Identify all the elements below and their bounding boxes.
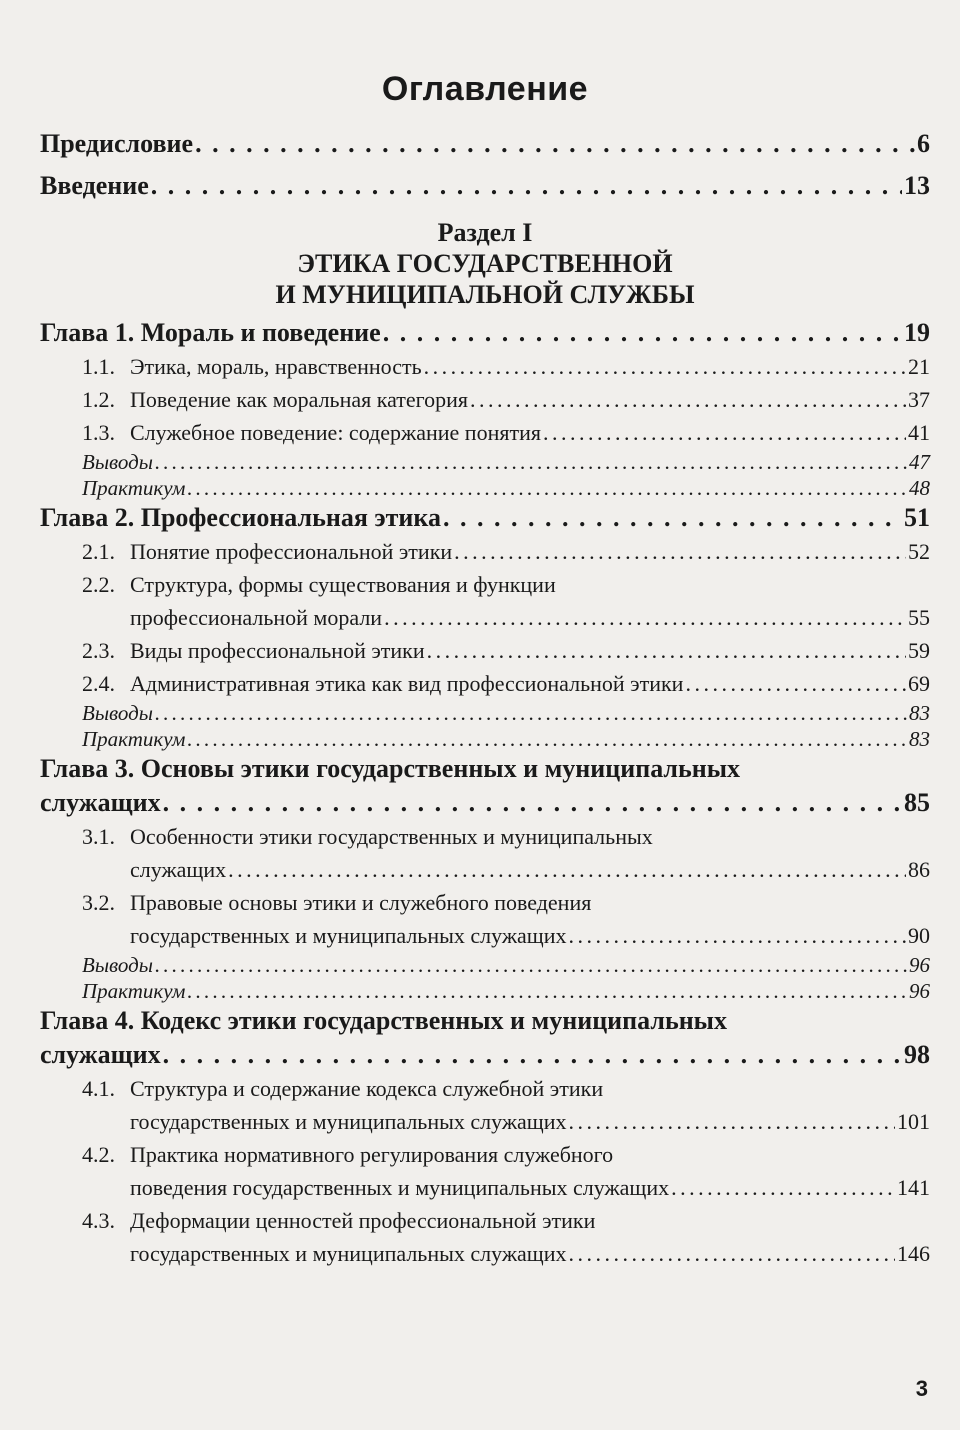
toc-entry-preface[interactable] (40, 123, 930, 165)
toc-entry-4-1-line1[interactable] (40, 1072, 930, 1105)
leader-dots (187, 475, 907, 501)
leader-dots (155, 449, 907, 475)
entry-label: государственных и муниципальных служащих (130, 923, 567, 948)
entry-page: 41 (908, 420, 930, 445)
entry-label: Этика, мораль, нравственность (130, 354, 422, 379)
toc-conclusions-1[interactable] (40, 449, 930, 475)
toc-entry-3-2-line1[interactable] (40, 886, 930, 919)
entry-number: 2.3. (82, 638, 115, 663)
chapter-page: 19 (904, 318, 930, 347)
toc-entry-2-4[interactable] (40, 667, 930, 700)
leader-dots (470, 383, 906, 416)
entry-number: 3.2. (82, 890, 115, 915)
leader-dots (427, 634, 906, 667)
leader-dots (384, 601, 906, 634)
toc-practicum-1[interactable] (40, 475, 930, 501)
leader-dots (569, 919, 906, 952)
entry-number: 4.1. (82, 1076, 115, 1101)
section-number: Раздел I (437, 218, 533, 247)
entry-label: Выводы (82, 701, 153, 725)
entry-label: Выводы (82, 450, 153, 474)
entry-number: 1.2. (82, 387, 115, 412)
entry-page: 90 (908, 923, 930, 948)
entry-label: Виды профессиональной этики (130, 638, 425, 663)
chapter-title: Глава 4. Кодекс этики государственных и муниципальных (40, 1006, 727, 1035)
toc-chapter-4-line2[interactable] (40, 1038, 930, 1072)
toc-entry-2-1[interactable] (40, 535, 930, 568)
entry-number: 2.1. (82, 539, 115, 564)
entry-label: Введение (40, 171, 149, 200)
toc-page (40, 60, 930, 1270)
entry-label: поведения государственных и муниципальных служащих (130, 1175, 670, 1200)
entry-page: 37 (908, 387, 930, 412)
leader-dots (671, 1171, 895, 1204)
section-heading (40, 217, 930, 310)
entry-page: 83 (909, 701, 930, 725)
entry-label: государственных и муниципальных служащих (130, 1109, 567, 1134)
entry-label: Служебное поведение: содержание понятия (130, 420, 541, 445)
entry-label: Правовые основы этики и служебного поведения (130, 890, 592, 915)
leader-dots (195, 123, 915, 165)
entry-label: Структура и содержание кодекса служебной этики (130, 1076, 604, 1101)
section-title-line2: И МУНИЦИПАЛЬНОЙ СЛУЖБЫ (275, 280, 695, 309)
entry-label: Выводы (82, 953, 153, 977)
toc-chapter-2[interactable] (40, 501, 930, 535)
entry-label: Деформации ценностей профессиональной этики (130, 1208, 596, 1233)
entry-page: 52 (908, 539, 930, 564)
entry-page: 47 (909, 450, 930, 474)
toc-chapter-3-line2[interactable] (40, 786, 930, 820)
toc-entry-4-1-line2[interactable] (40, 1105, 930, 1138)
entry-label: государственных и муниципальных служащих (130, 1241, 567, 1266)
entry-label: Предисловие (40, 129, 194, 158)
entry-page: 21 (908, 354, 930, 379)
entry-page: 146 (897, 1241, 930, 1266)
leader-dots (424, 350, 906, 383)
leader-dots (569, 1105, 895, 1138)
leader-dots (155, 700, 907, 726)
entry-page: 96 (909, 979, 930, 1003)
entry-page: 96 (909, 953, 930, 977)
entry-page: 141 (897, 1175, 930, 1200)
entry-label: Особенности этики государственных и муниципальных (130, 824, 653, 849)
entry-label: Практикум (82, 476, 186, 500)
toc-entry-2-2-line1[interactable] (40, 568, 930, 601)
toc-entry-2-2-line2[interactable] (40, 601, 930, 634)
toc-conclusions-2[interactable] (40, 700, 930, 726)
entry-number: 3.1. (82, 824, 115, 849)
toc-chapter-1[interactable] (40, 316, 930, 350)
entry-page: 69 (908, 671, 930, 696)
chapter-title: служащих (40, 788, 161, 817)
toc-entry-3-2-line2[interactable] (40, 919, 930, 952)
chapter-page: 85 (904, 788, 930, 817)
entry-page: 59 (908, 638, 930, 663)
entry-number: 2.2. (82, 572, 115, 597)
toc-entry-4-2-line2[interactable] (40, 1171, 930, 1204)
entry-label: Понятие профессиональной этики (130, 539, 453, 564)
entry-number: 2.4. (82, 671, 115, 696)
entry-label: Практика нормативного регулирования служебного (130, 1142, 614, 1167)
entry-label: Поведение как моральная категория (130, 387, 469, 412)
entry-label: Практикум (82, 979, 186, 1003)
toc-entry-4-2-line1[interactable] (40, 1138, 930, 1171)
entry-label: служащих (130, 857, 227, 882)
toc-title: Оглавление (381, 70, 589, 108)
entry-number: 4.3. (82, 1208, 115, 1233)
entry-page: 101 (897, 1109, 930, 1134)
entry-label: Структура, формы существования и функции (130, 572, 556, 597)
leader-dots (543, 416, 906, 449)
leader-dots (454, 535, 906, 568)
leader-dots (155, 952, 907, 978)
page-number: 3 (915, 1376, 928, 1401)
entry-label: профессиональной морали (130, 605, 383, 630)
leader-dots (187, 978, 907, 1004)
entry-number: 1.1. (82, 354, 115, 379)
leader-dots (151, 165, 902, 207)
entry-page: 48 (909, 476, 930, 500)
entry-label: Практикум (82, 727, 186, 751)
leader-dots (163, 1038, 902, 1072)
entry-page: 83 (909, 727, 930, 751)
toc-entry-1-1[interactable] (40, 350, 930, 383)
chapter-title: служащих (40, 1040, 161, 1069)
toc-entry-introduction[interactable] (40, 165, 930, 207)
section-title-line1: ЭТИКА ГОСУДАРСТВЕННОЙ (297, 249, 673, 278)
leader-dots (569, 1237, 895, 1270)
leader-dots (163, 786, 902, 820)
toc-practicum-2[interactable] (40, 726, 930, 752)
toc-entry-4-3-line1[interactable] (40, 1204, 930, 1237)
toc-conclusions-3[interactable] (40, 952, 930, 978)
leader-dots (443, 501, 902, 535)
entry-page: 86 (908, 857, 930, 882)
toc-entry-2-3[interactable] (40, 634, 930, 667)
entry-page: 13 (904, 171, 930, 200)
chapter-title: Глава 1. Мораль и поведение (40, 318, 381, 347)
toc-chapter-4-line1[interactable] (40, 1004, 930, 1038)
chapter-page: 51 (904, 503, 930, 532)
leader-dots (187, 726, 907, 752)
chapter-page: 98 (904, 1040, 930, 1069)
entry-label: Административная этика как вид профессиональной этики (130, 671, 684, 696)
leader-dots (685, 667, 906, 700)
toc-chapter-3-line1[interactable] (40, 752, 930, 786)
toc-practicum-3[interactable] (40, 978, 930, 1004)
leader-dots (228, 853, 906, 886)
toc-entry-1-3[interactable] (40, 416, 930, 449)
leader-dots (383, 316, 902, 350)
toc-entry-3-1-line1[interactable] (40, 820, 930, 853)
entry-page: 55 (908, 605, 930, 630)
chapter-title: Глава 3. Основы этики государственных и муниципальных (40, 754, 741, 783)
entry-number: 1.3. (82, 420, 115, 445)
entry-page: 6 (917, 129, 930, 158)
chapter-title: Глава 2. Профессиональная этика (40, 503, 441, 532)
toc-entry-4-3-line2[interactable] (40, 1237, 930, 1270)
entry-number: 4.2. (82, 1142, 115, 1167)
toc-entry-1-2[interactable] (40, 383, 930, 416)
toc-entry-3-1-line2[interactable] (40, 853, 930, 886)
